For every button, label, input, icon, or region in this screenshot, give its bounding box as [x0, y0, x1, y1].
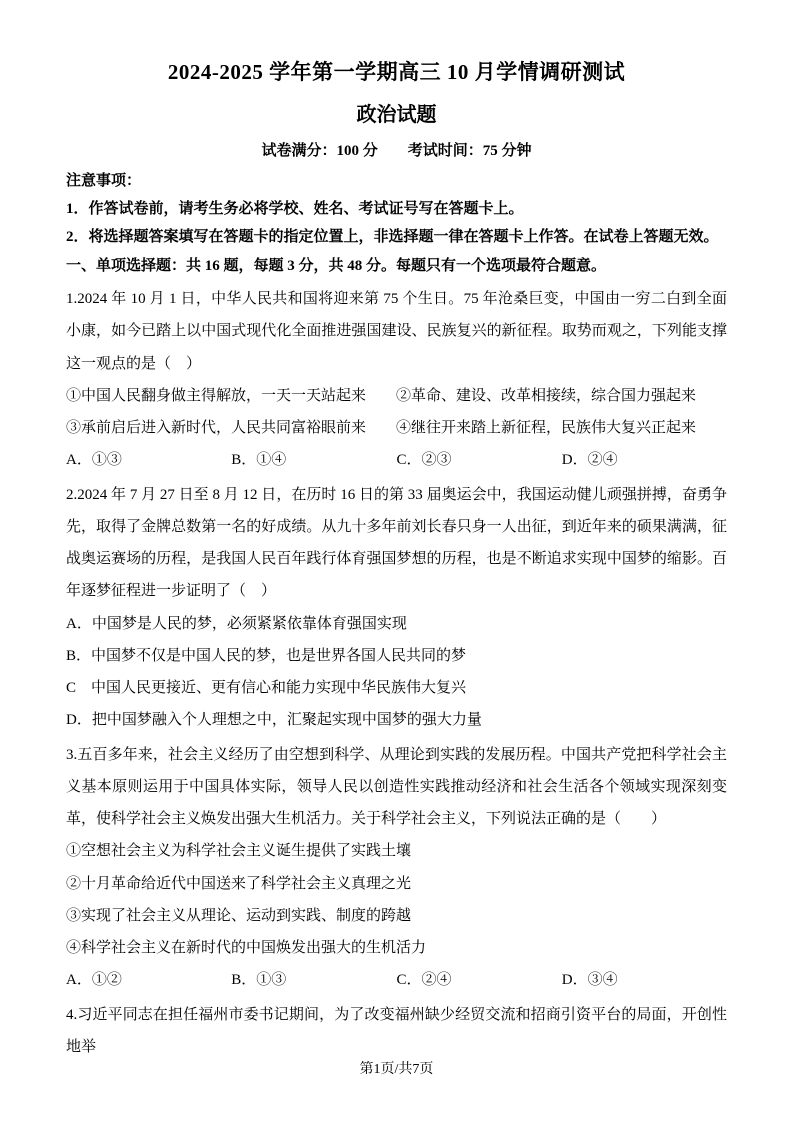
notice-header: 注意事项： [66, 173, 142, 189]
question-3-choice-d: D．③④ [561, 972, 618, 989]
page-footer: 第1页/共7页 [359, 1062, 434, 1077]
question-2-choice-a: A．中国梦是人民的梦，必须紧紧依靠体育强国实现 [66, 615, 407, 632]
exam-title: 2024-2025 学年第一学期高三 10 月学情调研测试 [167, 60, 626, 84]
question-3-item-line-3: ③实现了社会主义从理论、运动到实践、制度的跨越 [66, 907, 412, 924]
question-2 [66, 479, 727, 737]
question-3-choice-a: A．①② [66, 972, 122, 989]
question-3-choices-row [66, 964, 727, 996]
question-4 [66, 999, 727, 1064]
exam-subtitle: 政治试题 [356, 104, 437, 126]
question-1-choice-b: B．①④ [231, 452, 287, 469]
question-1 [66, 283, 727, 477]
question-2-choice-c: C 中国人民更接近、更有信心和能力实现中华民族伟大复兴 [66, 680, 467, 696]
question-3-item-line-2: ②十月革命给近代中国送来了科学社会主义真理之光 [66, 875, 412, 892]
exam-meta: 试卷满分：100 分 考试时间：75 分钟 [261, 143, 532, 159]
question-3-stem: 3.五百多年来，社会主义经历了由空想到科学、从理论到实践的发展历程。中国共产党把科学社会主义基本原则运用于中国具体实际，领导人民以创造性实践推动经济和社会生活各个领域实现深刻变革，使科学社会主义焕发出强大生机活力。关于科学社会主义，下列说法正确的是（ ） [66, 746, 727, 827]
question-1-item-line-1: ①中国人民翻身做主得解放，一天一天站起来 ②革命、建设、改革相接续，综合国力强起来 [66, 387, 697, 404]
question-1-choices-row [66, 444, 727, 476]
question-1-choice-a: A．①③ [66, 452, 122, 469]
question-3-choice-c: C．②④ [396, 972, 452, 989]
question-3 [66, 739, 727, 997]
question-2-stem: 2.2024 年 7 月 27 日至 8 月 12 日，在历时 16 日的第 33 届奥运会中，我国运动健儿顽强拼搏，奋勇争先，取得了金牌总数第一名的好成绩。从九十多年前刘长春只身一人出征，到近年来的硕果满满，征战奥运赛场的历程，是我国人民百年践行体育强国梦想的历程，也是不断追求实现中国梦的缩影。百年逐梦征程进一步证明了（ ） [66, 486, 727, 600]
question-3-item-line-1: ①空想社会主义为科学社会主义诞生提供了实践土壤 [66, 843, 412, 860]
question-1-choice-c: C．②③ [396, 452, 452, 469]
question-3-choice-b: B．①③ [231, 972, 287, 989]
notice-item-1: 1．作答试卷前，请考生务必将学校、姓名、考试证号写在答题卡上。 [66, 200, 524, 217]
question-1-stem: 1.2024 年 10 月 1 日，中华人民共和国将迎来第 75 个生日。75 年沧桑巨变，中国由一穷二白到全面小康，如今已踏上以中国式现代化全面推进强国建设、民族复兴的新征程。取势而观之，下列能支撑这一观点的是（ ） [66, 291, 727, 372]
question-3-item-line-4: ④科学社会主义在新时代的中国焕发出强大的生机活力 [66, 940, 427, 956]
section-header: 一、单项选择题：共 16 题，每题 3 分，共 48 分。每题只有一个选项最符合题意。 [66, 258, 607, 275]
question-1-choice-d: D．②④ [561, 452, 618, 469]
question-4-stem: 4.习近平同志在担任福州市委书记期间，为了改变福州缺少经贸交流和招商引资平台的局面，开创性地举 [66, 1006, 727, 1055]
question-2-choice-d: D．把中国梦融入个人理想之中，汇聚起实现中国梦的强大力量 [66, 712, 482, 729]
question-1-item-line-2: ③承前启后进入新时代，人民共同富裕眼前来 ④继往开来踏上新征程，民族伟大复兴正起来 [66, 420, 697, 436]
question-2-choice-b: B．中国梦不仅是中国人民的梦，也是世界各国人民共同的梦 [66, 647, 467, 664]
notice-item-2: 2．将选择题答案填写在答题卡的指定位置上，非选择题一律在答题卡上作答。在试卷上答题无效。 [66, 228, 719, 245]
notice-block [66, 168, 727, 251]
